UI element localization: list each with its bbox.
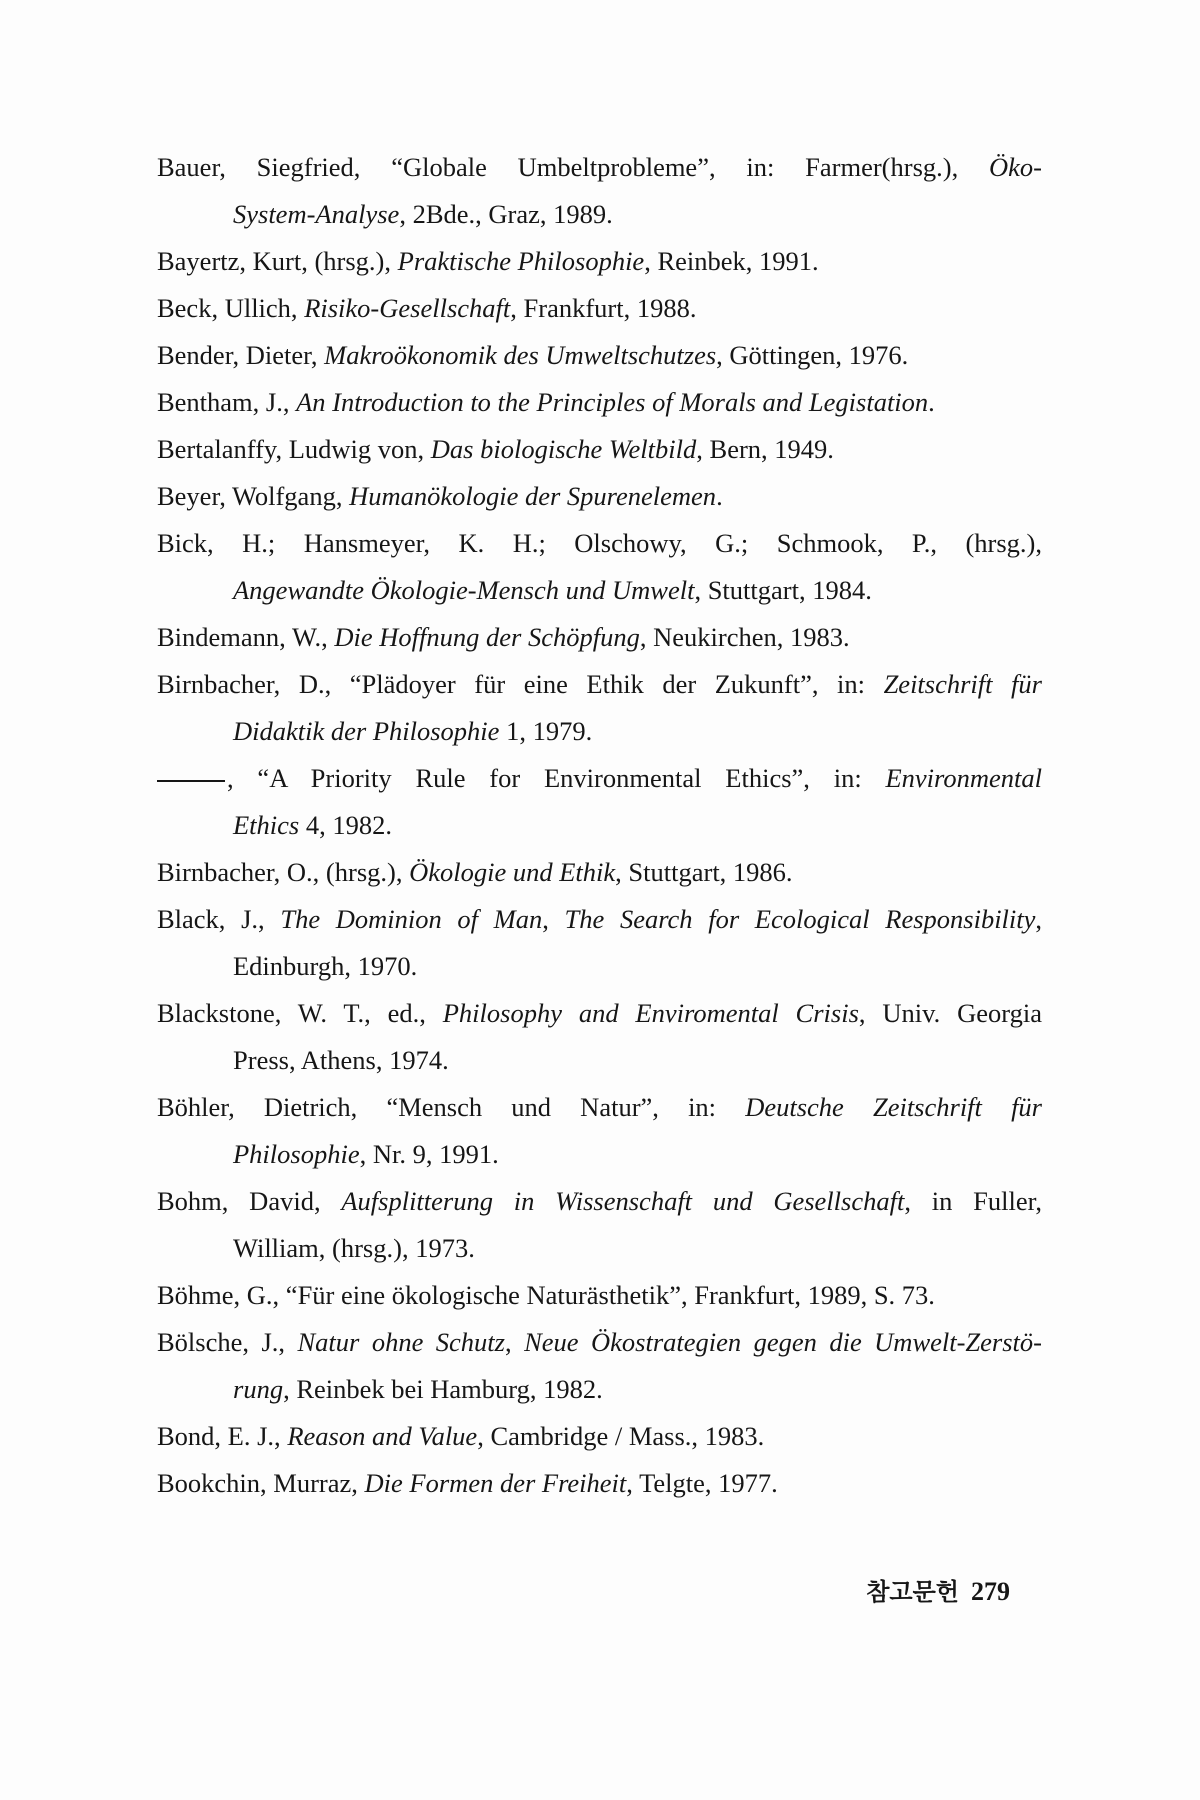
citation-text: , “A Priority Rule for Environmental Ethics”, in: [227, 763, 886, 793]
entry-continuation-line [157, 1366, 1042, 1413]
entry-continuation-line [157, 802, 1042, 849]
citation-text: Bender, Dieter, [157, 340, 325, 370]
page-number: 279 [971, 1577, 1010, 1606]
title-text: Humanökologie der Spurenelemen [349, 481, 717, 511]
entry-line [157, 332, 1042, 379]
bibliography-entry [157, 1178, 1042, 1272]
citation-text: , Frankfurt, 1988. [510, 293, 697, 323]
bibliography-entry [157, 614, 1042, 661]
citation-text: , [542, 904, 565, 934]
citation-text: , Neukirchen, 1983. [639, 622, 850, 652]
entry-continuation-line [157, 191, 1042, 238]
title-text: Praktische Philosophie [397, 246, 645, 276]
citation-text: , [1035, 904, 1042, 934]
bibliography-entry [157, 426, 1042, 473]
citation-text: , Bern, 1949. [696, 434, 834, 464]
entry-line [157, 1460, 1042, 1507]
bibliography-entry [157, 144, 1042, 238]
citation-text: Böhme, G., “Für eine ökologische Naturästhetik”, Frankfurt, 1989, S. 73. [157, 1280, 935, 1310]
citation-text: . [928, 387, 935, 417]
bibliography-entry [157, 1413, 1042, 1460]
entry-continuation-line [157, 1131, 1042, 1178]
page-footer [866, 1572, 1010, 1607]
title-text: Neue Ökostrategien gegen die Umwelt-Zerstö- [524, 1327, 1042, 1357]
title-text: The Search for Ecological Responsibility [564, 904, 1036, 934]
title-text: Environmental [885, 763, 1042, 793]
entry-line [157, 238, 1042, 285]
citation-text: Birnbacher, D., “Plädoyer für eine Ethik der Zukunft”, in: [157, 669, 884, 699]
bibliography-entry [157, 285, 1042, 332]
title-text: rung [233, 1374, 284, 1404]
entry-line [157, 1413, 1042, 1460]
citation-text: , Cambridge / Mass., 1983. [477, 1421, 765, 1451]
citation-text: , 2Bde., Graz, 1989. [399, 199, 613, 229]
entry-line [157, 144, 1042, 191]
citation-text: , [504, 1327, 525, 1357]
title-text: Das biologische Weltbild [430, 434, 697, 464]
bibliography-entry [157, 520, 1042, 614]
bibliography-entry [157, 849, 1042, 896]
entry-line [157, 1084, 1042, 1131]
citation-text: Bookchin, Murraz, [157, 1468, 365, 1498]
entry-line [157, 285, 1042, 332]
citation-text: , Göttingen, 1976. [716, 340, 909, 370]
citation-text: 4, 1982. [299, 810, 392, 840]
entry-line [157, 661, 1042, 708]
citation-text: Bayertz, Kurt, (hrsg.), [157, 246, 398, 276]
entry-line [157, 1178, 1042, 1225]
citation-text: , Stuttgart, 1984. [694, 575, 872, 605]
citation-text: , Reinbek, 1991. [644, 246, 819, 276]
entry-line [157, 426, 1042, 473]
title-text: Didaktik der Philosophie [233, 716, 500, 746]
entry-line [157, 614, 1042, 661]
entry-line [157, 849, 1042, 896]
title-text: Philosophie [233, 1139, 360, 1169]
bibliography-entry [157, 1319, 1042, 1413]
bibliography-entry [157, 1084, 1042, 1178]
citation-text: , Stuttgart, 1986. [615, 857, 793, 887]
citation-text: Press, Athens, 1974. [233, 1045, 449, 1075]
entry-line [157, 990, 1042, 1037]
bibliography-entry [157, 379, 1042, 426]
entry-line [157, 473, 1042, 520]
citation-text: , Telgte, 1977. [626, 1468, 778, 1498]
bibliography-entry [157, 896, 1042, 990]
title-text: Ethics [233, 810, 300, 840]
citation-text: Bentham, J., [157, 387, 297, 417]
citation-text: Bertalanffy, Ludwig von, [157, 434, 431, 464]
title-text: Makroökonomik des Umweltschutzes [324, 340, 717, 370]
bibliography-entry [157, 755, 1042, 849]
title-text: Angewandte Ökologie-Mensch und Umwelt [233, 575, 695, 605]
citation-text: , Reinbek bei Hamburg, 1982. [283, 1374, 603, 1404]
title-text: Philosophy and Enviromental Crisis [442, 998, 859, 1028]
title-text: The Dominion of Man [280, 904, 543, 934]
title-text: Natur ohne Schutz [297, 1327, 505, 1357]
ditto-author-rule [157, 779, 225, 782]
citation-text: , in Fuller, [904, 1186, 1042, 1216]
entry-line [157, 1319, 1042, 1366]
citation-text: Bindemann, W., [157, 622, 335, 652]
title-text: Ökologie und Ethik [409, 857, 616, 887]
citation-text: 1, 1979. [499, 716, 593, 746]
title-text: Öko- [989, 152, 1042, 182]
entry-line [157, 755, 1042, 802]
entry-line [157, 520, 1042, 567]
title-text: Reason and Value [287, 1421, 478, 1451]
title-text: Deutsche Zeitschrift für [745, 1092, 1042, 1122]
citation-text: Bauer, Siegfried, “Globale Umbeltprobleme”, in: Farmer(hrsg.), [157, 152, 990, 182]
title-text: Zeitschrift für [883, 669, 1042, 699]
citation-text: William, (hrsg.), 1973. [233, 1233, 475, 1263]
title-text: Aufsplitterung in Wissenschaft und Gesellschaft [341, 1186, 905, 1216]
entry-line [157, 379, 1042, 426]
bibliography-entry [157, 990, 1042, 1084]
citation-text: Bölsche, J., [157, 1327, 298, 1357]
bibliography-list [157, 144, 1042, 1507]
entry-line [157, 1272, 1042, 1319]
citation-text: Bohm, David, [157, 1186, 342, 1216]
bibliography-entry [157, 661, 1042, 755]
citation-text: Böhler, Dietrich, “Mensch und Natur”, in: [157, 1092, 746, 1122]
citation-text: . [716, 481, 723, 511]
title-text: Die Hoffnung der Schöpfung [334, 622, 640, 652]
title-text: System-Analyse [233, 199, 400, 229]
citation-text: Beck, Ullich, [157, 293, 305, 323]
citation-text: Birnbacher, O., (hrsg.), [157, 857, 410, 887]
citation-text: Black, J., [157, 904, 281, 934]
entry-line [157, 896, 1042, 943]
title-text: Risiko-Gesellschaft [304, 293, 511, 323]
bibliography-entry [157, 332, 1042, 379]
bibliography-entry [157, 473, 1042, 520]
title-text: An Introduction to the Principles of Morals and Legistation [296, 387, 929, 417]
citation-text: , Nr. 9, 1991. [359, 1139, 499, 1169]
entry-continuation-line [157, 1225, 1042, 1272]
bibliography-entry [157, 1272, 1042, 1319]
entry-continuation-line [157, 708, 1042, 755]
citation-text: , Univ. Georgia [858, 998, 1042, 1028]
running-section-title: 참고문헌 [866, 1578, 959, 1606]
entry-continuation-line [157, 567, 1042, 614]
title-text: Die Formen der Freiheit [364, 1468, 627, 1498]
bibliography-entry [157, 1460, 1042, 1507]
bibliography-entry [157, 238, 1042, 285]
citation-text: Bick, H.; Hansmeyer, K. H.; Olschowy, G.; Schmook, P., (hrsg.), [157, 528, 1042, 558]
citation-text: Edinburgh, 1970. [233, 951, 418, 981]
citation-text: Blackstone, W. T., ed., [157, 998, 443, 1028]
citation-text: Bond, E. J., [157, 1421, 288, 1451]
entry-continuation-line [157, 943, 1042, 990]
citation-text: Beyer, Wolfgang, [157, 481, 350, 511]
entry-continuation-line [157, 1037, 1042, 1084]
